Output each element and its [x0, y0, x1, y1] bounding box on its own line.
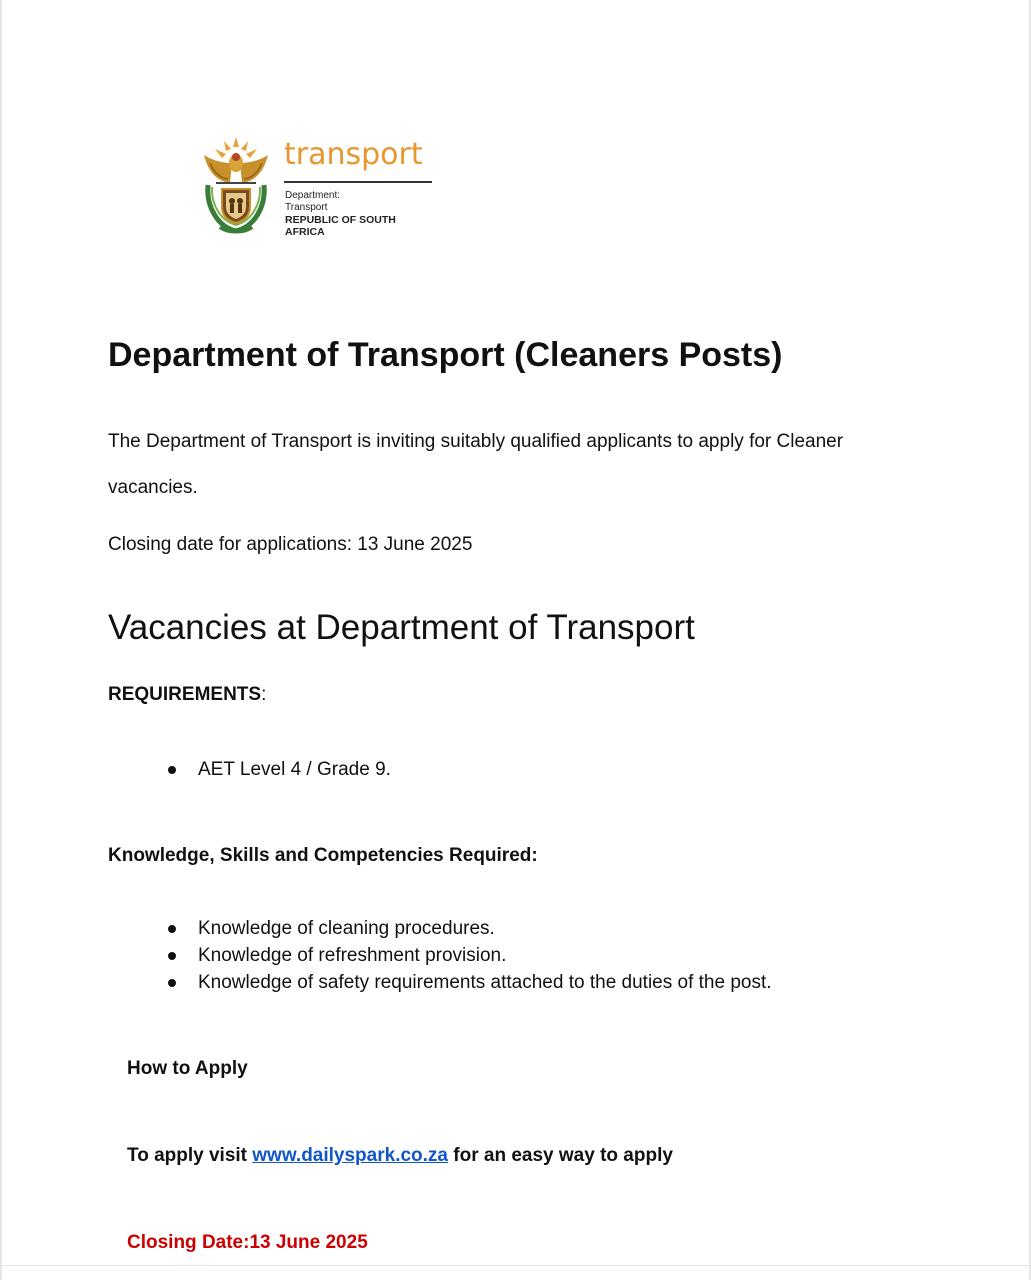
- list-item: [108, 942, 772, 969]
- logo-line-transport: Transport: [285, 202, 328, 213]
- closing-date-line: Closing date for applications: 13 June 2025: [108, 534, 473, 555]
- ksc-list: [108, 915, 772, 996]
- logo-wordmark: transport: [284, 137, 423, 172]
- page-edge: [0, 1265, 1031, 1266]
- apply-suffix: for an easy way to apply: [448, 1145, 673, 1166]
- closing-date-notice: Closing Date:13 June 2025: [127, 1232, 368, 1253]
- ksc-label: Knowledge, Skills and Competencies Required:: [108, 845, 538, 866]
- requirements-colon: :: [261, 684, 267, 705]
- list-item-text: Knowledge of safety requirements attached to the duties of the post.: [198, 972, 772, 993]
- list-item: [108, 969, 772, 996]
- department-logo: [198, 133, 438, 238]
- bullet-icon: [168, 952, 176, 960]
- list-item-text: Knowledge of cleaning procedures.: [198, 918, 495, 939]
- apply-link[interactable]: www.dailyspark.co.za: [252, 1145, 448, 1166]
- logo-line-republic: REPUBLIC OF SOUTH AFRICA: [285, 214, 396, 238]
- logo-divider: [284, 181, 432, 183]
- how-to-apply-heading: How to Apply: [127, 1058, 248, 1079]
- requirements-list: [108, 756, 391, 783]
- requirements-label-text: REQUIREMENTS: [108, 684, 262, 705]
- list-item-text: Knowledge of refreshment provision.: [198, 945, 507, 966]
- logo-line-department: Department:: [285, 190, 341, 201]
- bullet-icon: [168, 979, 176, 987]
- intro-paragraph: The Department of Transport is inviting suitably qualified applicants to apply for Cleaner vacancies.: [108, 431, 844, 498]
- requirements-label: [108, 682, 266, 708]
- list-item: [108, 915, 772, 942]
- apply-prefix: To apply visit: [127, 1145, 253, 1166]
- page-title: Department of Transport (Cleaners Posts): [108, 336, 783, 374]
- apply-instructions: [127, 1143, 673, 1169]
- bullet-icon: [168, 766, 176, 774]
- list-item-text: AET Level 4 / Grade 9.: [198, 759, 391, 780]
- section-heading: Vacancies at Department of Transport: [108, 608, 695, 647]
- coat-of-arms-icon: [198, 133, 274, 235]
- list-item: [108, 756, 391, 783]
- page-edge: [0, 0, 2, 1280]
- bullet-icon: [168, 925, 176, 933]
